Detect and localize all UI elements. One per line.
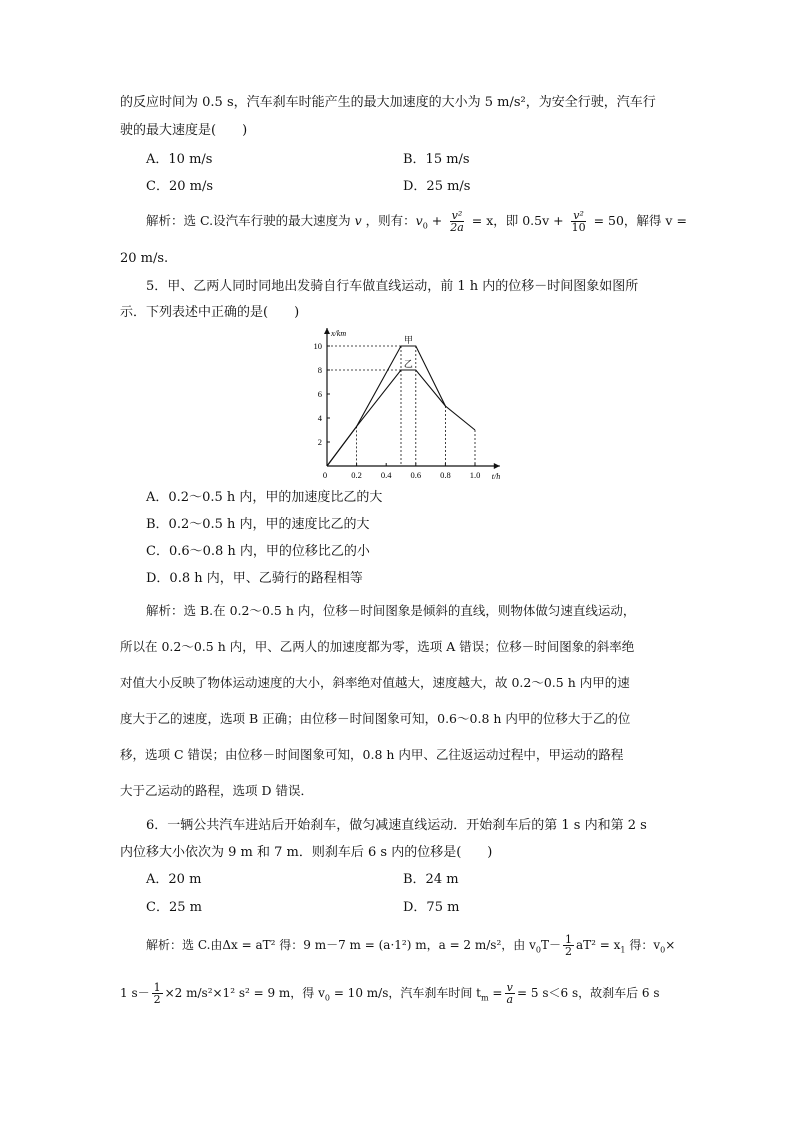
q6-solution-line2: [120, 982, 660, 1007]
q4-solution-end: = 50，解得 v =: [593, 213, 687, 228]
q6-sol-sub: 0: [535, 945, 541, 955]
q6-sol-part: ×2 m/s²×1² s² = 9 m，得 v: [164, 986, 325, 1000]
q4-solution-v0: v: [415, 213, 423, 228]
q5-option-c: C．0.6～0.8 h 内，甲的位移比乙的小: [146, 544, 370, 559]
q4-solution-mid: ，则有：: [365, 213, 416, 228]
q6-sol-frac-den: 2: [564, 945, 572, 958]
x-tick-label: 0.6: [410, 470, 422, 480]
q6-sol-fraction: [563, 934, 574, 957]
x-tick-label: 0.4: [380, 470, 392, 480]
q4-solution-fraction: [448, 210, 466, 233]
q4-option-a: A．10 m/s: [146, 152, 213, 167]
q6-sol-frac-num: 1: [153, 981, 161, 994]
q4-solution-eq: = x，即 0.5v +: [471, 213, 564, 228]
q6-option-d: D．75 m: [403, 900, 460, 915]
q6-sol-fraction: [504, 982, 515, 1005]
q4-fraction-num: v²: [451, 209, 463, 222]
q4-solution-fraction2: [570, 210, 588, 233]
q6-sol-part: 1 s－: [120, 986, 150, 1000]
q5-option-a: A．0.2～0.5 h 内，甲的加速度比乙的大: [146, 490, 383, 505]
q6-stem-line1: 6．一辆公共汽车进站后开始刹车，做匀减速直线运动．开始刹车后的第 1 s 内和第 2 s: [146, 818, 647, 833]
position-time-chart: [305, 328, 520, 488]
q4-solution-line1: 解析：选 C.设汽车行驶的最大速度为 v ，则有：$v_0$ + $\frac{\text{v²}}{2a}$ = x，即 0.5v + $\frac{\text{v²}}{10}$ = 50，解得 v =: [146, 209, 687, 234]
y-axis-label: x/km: [331, 329, 347, 338]
q5-solution-line: 所以在 0.2～0.5 h 内，甲、乙两人的加速度都为零，选项 A 错误；位移－时间图象的斜率绝: [120, 639, 635, 654]
q6-sol-frac-num: v: [506, 981, 513, 994]
x-axis-arrow: [494, 463, 500, 469]
q6-sol-part: 得：v: [625, 938, 661, 952]
q6-sol-part: aT² = x: [575, 938, 621, 952]
x-tick-label: 1.0: [469, 470, 481, 480]
q6-sol-part: ×: [665, 938, 676, 952]
x-tick-label: 0: [322, 470, 328, 480]
y-tick-label: 2: [317, 437, 322, 447]
q4-solution-prefix: 解析：选 C.设汽车行驶的最大速度为: [146, 213, 351, 228]
series-label-yi: 乙: [403, 360, 413, 370]
y-tick-label: 8: [317, 365, 322, 375]
y-axis-arrow: [324, 328, 330, 334]
series-label-jia: 甲: [403, 336, 413, 346]
x-tick-label: 0.2: [351, 470, 362, 480]
q6-sol-frac-den: a: [506, 993, 514, 1006]
q6-sol-part: = 5 s＜6 s，故刹车后 6 s: [517, 986, 660, 1000]
q5-solution-line: 度大于乙的速度，选项 B 正确；由位移－时间图象可知，0.6～0.8 h 内甲的位移大于乙的位: [120, 711, 631, 726]
q5-solution-line: 对值大小反映了物体运动速度的大小，斜率绝对值越大，速度越大，故 0.2～0.5 h 内甲的速: [120, 675, 630, 690]
q5-stem-line1: 5．甲、乙两人同时同地出发骑自行车做直线运动，前 1 h 内的位移－时间图象如图所: [146, 279, 639, 294]
q5-solution-line: 解析：选 B.在 0.2～0.5 h 内，位移－时间图象是倾斜的直线，则物体做匀速直线运动，: [146, 603, 636, 618]
q4-solution-v0-sub: 0: [422, 221, 428, 231]
q6-sol-part: T－: [540, 938, 561, 952]
q6-option-b: B．24 m: [403, 872, 459, 887]
q4-option-b: B．15 m/s: [403, 152, 470, 167]
q5-solution-line: 大于乙运动的路程，选项 D 错误．: [120, 783, 313, 798]
q6-sol-part: 解析：选 C.由Δx = aT² 得：9 m－7 m = (a·1²) m，a = 2 m/s²，由 v: [146, 938, 536, 952]
q6-sol-sub: 0: [660, 945, 666, 955]
series-line-yi: [327, 370, 445, 466]
q4-solution-v: v: [354, 213, 362, 228]
chart-axes: [324, 328, 500, 469]
q4-fraction2-den: 10: [571, 221, 586, 234]
q5-option-d: D．0.8 h 内，甲、乙骑行的路程相等: [146, 571, 363, 586]
y-tick-label: 6: [317, 389, 322, 399]
q6-sol-part: = 10 m/s，汽车刹车时间 t: [330, 986, 481, 1000]
q4-fraction2-num: v²: [573, 209, 584, 222]
q6-sol-part: =: [488, 986, 503, 1000]
q6-option-a: A．20 m: [146, 872, 202, 887]
q6-sol-sub: 0: [324, 993, 330, 1003]
q4-solution-line2: 20 m/s.: [120, 251, 169, 266]
chart-guides: [327, 346, 475, 466]
q4-stem-line2: 驶的最大速度是( ): [120, 123, 248, 138]
q6-option-c: C．25 m: [146, 900, 202, 915]
q4-option-d: D．25 m/s: [403, 179, 471, 194]
q5-solution-line: 移，选项 C 错误；由位移－时间图象可知，0.8 h 内甲、乙往返运动过程中，甲运动的路程: [120, 747, 624, 762]
q4-option-c: C．20 m/s: [146, 179, 213, 194]
x-axis-label: t/h: [491, 472, 501, 481]
chart-labels: [314, 329, 501, 481]
y-tick-label: 4: [317, 413, 322, 423]
q5-stem-line2: 示．下列表述中正确的是( ): [120, 305, 300, 320]
q4-stem-line1: 的反应时间为 0.5 s，汽车刹车时能产生的最大加速度的大小为 5 m/s²，为安全行驶，汽车行: [120, 95, 656, 110]
q6-solution-line1: [146, 934, 675, 959]
q6-stem-line2: 内位移大小依次为 9 m 和 7 m．则刹车后 6 s 内的位移是( ): [120, 845, 493, 860]
q5-option-b: B．0.2～0.5 h 内，甲的速度比乙的大: [146, 517, 370, 532]
q4-fraction-den: 2a: [450, 221, 464, 234]
q6-sol-sub: m: [481, 993, 489, 1003]
y-tick-label: 10: [313, 341, 322, 351]
q6-sol-frac-den: 2: [153, 993, 161, 1006]
q6-sol-sub: 1: [620, 945, 626, 955]
x-tick-label: 0.8: [440, 470, 451, 480]
q6-sol-fraction: [152, 982, 163, 1005]
q6-sol-frac-num: 1: [564, 933, 572, 946]
